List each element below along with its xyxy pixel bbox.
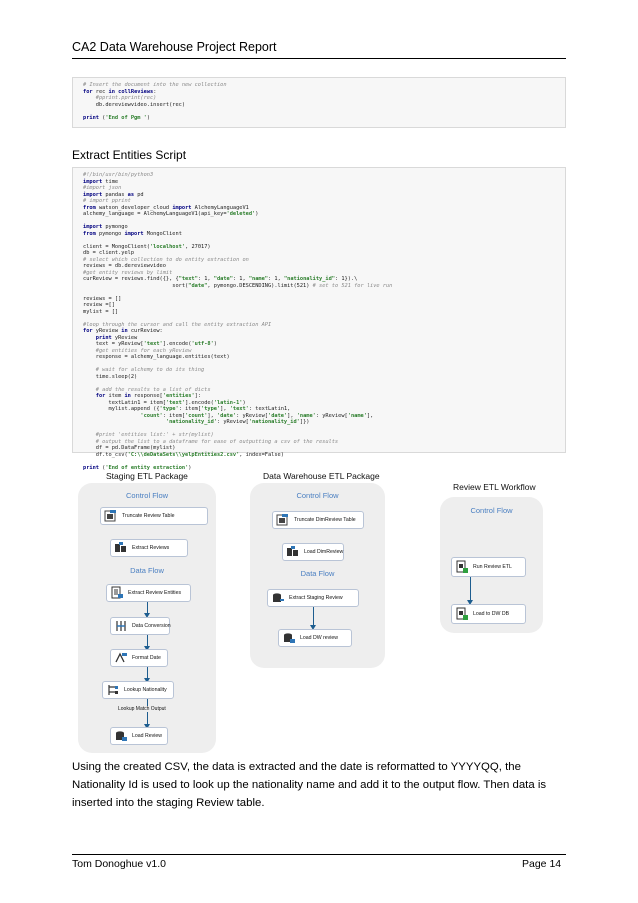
code-token: mylist = []: [83, 308, 119, 315]
code-token: item: [105, 393, 125, 399]
footer-rule: [72, 854, 566, 855]
code-token: : item[: [162, 412, 186, 419]
task-truncate-review-table[interactable]: [100, 507, 208, 525]
code-token: 'date': [268, 412, 288, 419]
staging-data-flow-label: Data Flow: [130, 566, 164, 575]
code-token: mylist.append ({: [83, 406, 160, 412]
code-token: AlchemyLanguageV1: [191, 204, 249, 211]
code-token: 'type': [159, 406, 179, 412]
task-label: Extract Reviews: [132, 545, 170, 551]
code-token: review =[]: [83, 302, 115, 308]
code-token: ): [146, 114, 151, 121]
code-token: 'nationality_id': [165, 419, 217, 425]
code-token: ],: [366, 412, 374, 419]
code-token: response = alchemy_language.entities(text): [83, 354, 230, 360]
code-token: yReview: [92, 328, 122, 334]
code-token: import: [172, 204, 192, 211]
code-token: for: [83, 88, 93, 95]
code-token: 'latin-1': [213, 399, 243, 406]
flat-file-source-icon: [110, 586, 124, 600]
code-token: 'type': [201, 406, 221, 412]
code-token: import: [83, 224, 103, 230]
code-token: # Insert the document into the new collection: [83, 82, 227, 88]
code-token: # set to 521 for live run: [312, 282, 393, 289]
code-token: pd: [134, 191, 144, 198]
code-token: 'utf-8': [191, 341, 214, 347]
code-token: "date": [188, 282, 208, 289]
lookup-icon: [106, 683, 120, 697]
header-rule: [72, 58, 566, 59]
code-token: reviews = []: [83, 295, 122, 302]
code-token: #pprint.pprint(rec): [83, 95, 157, 101]
task-load-dimreview[interactable]: [282, 543, 344, 561]
code-token: 'nationality_id': [248, 419, 300, 425]
code-token: in: [108, 88, 115, 95]
staging-control-flow-label: Control Flow: [125, 491, 169, 500]
code-token: ): [255, 211, 259, 217]
data-flow-task-icon: [286, 545, 300, 559]
task-label: Load DimReview: [304, 549, 344, 555]
code-token: #get entity reviews by limit: [83, 269, 173, 276]
code-token: # select which collection to do entity extraction on: [83, 256, 249, 263]
flow-label: Load Review: [132, 733, 162, 739]
code-token: time.sleep(2): [83, 373, 138, 380]
data-flow-task-icon: [114, 541, 128, 555]
code-token: [83, 419, 166, 425]
code-token: response[: [130, 393, 163, 399]
code-token: #loop through the cursor and call the entity extraction API: [83, 321, 272, 328]
code-token: yReview: [111, 334, 138, 341]
code-block-extract-entities: [72, 167, 566, 471]
code-token: 'text': [229, 406, 249, 412]
flow-label: Extract Staging Review: [289, 595, 343, 601]
code-token: 'deleted': [226, 211, 256, 217]
code-token: pymongo: [102, 224, 128, 230]
code-token: # import pprint: [83, 198, 131, 204]
code-token: as: [127, 191, 135, 198]
code-token: import: [83, 191, 103, 198]
code-token: text = yReview[: [83, 341, 144, 347]
code-token: alchemy_language = AlchemyLanguageV1(api_key=: [83, 211, 227, 217]
code-token: 'count': [185, 412, 208, 419]
code-token: pymongo: [95, 230, 125, 237]
code-token: : textLatin1,: [248, 406, 291, 412]
code-token: 'localhost': [149, 243, 186, 250]
flow-arrow: [313, 607, 314, 626]
flow-format-date[interactable]: [110, 649, 168, 667]
code-token: rec: [92, 88, 109, 95]
code-token: 'count': [140, 412, 163, 419]
code-token: time: [102, 178, 119, 185]
code-token: 'date': [216, 412, 237, 419]
code-token: df = pd.DataFrame(mylist): [83, 445, 176, 451]
flow-arrow: [147, 667, 148, 679]
code-token: sort(: [83, 282, 189, 289]
code-token: print: [83, 334, 112, 341]
code-token: ): [242, 399, 246, 406]
task-label: Run Review ETL: [473, 564, 512, 570]
code-block-insert: [72, 77, 566, 128]
flow-load-dw-review[interactable]: [278, 629, 352, 647]
task-label: Truncate DimReview Table: [294, 517, 356, 523]
code-token: # wait for alchemy to do its thing: [83, 367, 205, 373]
body-paragraph: Using the created CSV, the data is extracted and the date is reformatted to YYYYQQ, the Nationality Id is used to look up the nationality name and add it to the output flow. Then data is inserted into the staging Review table.: [72, 761, 547, 809]
code-token: df.to_csv(: [83, 451, 128, 458]
data-conversion-icon: [114, 619, 128, 633]
ole-db-destination-icon: [282, 631, 296, 645]
code-token: , index=False): [239, 451, 284, 458]
task-extract-reviews[interactable]: [110, 539, 188, 557]
page-header-title: CA2 Data Warehouse Project Report: [72, 40, 277, 54]
code-token: textLatin1 = item[: [83, 399, 166, 406]
flow-arrow: [470, 577, 471, 601]
code-token: for: [83, 393, 106, 399]
staging-etl-title: Staging ETL Package: [106, 471, 188, 481]
code-token: ): [188, 464, 192, 471]
code-token: watson_developer_cloud: [95, 204, 173, 211]
sql-task-icon: [104, 509, 118, 523]
code-token: from: [83, 204, 96, 211]
ole-db-destination-icon: [114, 729, 128, 743]
flow-load-review[interactable]: [110, 727, 168, 745]
code-token: ): [213, 341, 217, 347]
code-token: "date": [213, 276, 233, 282]
code-token: curReview = reviews.find({}, {: [83, 276, 179, 282]
review-control-flow-label: Control Flow: [470, 506, 513, 515]
code-token: 'End of Pgm ': [105, 114, 147, 121]
code-token: : yReview[: [315, 412, 348, 419]
code-token: , 27017): [185, 243, 211, 250]
code-token: ],: [287, 412, 297, 419]
flow-label: Format Date: [132, 655, 161, 661]
code-token: ],: [207, 412, 217, 419]
code-token: : yReview[: [236, 412, 268, 419]
flow-arrow: [147, 635, 148, 647]
code-token: ].encode(: [185, 399, 214, 406]
code-token: db.dereviewvideo.insert(rec): [83, 101, 186, 108]
code-token: "nationality_id": [283, 276, 335, 282]
code-token: , pymongo.DESCENDING).limit(521): [207, 282, 313, 289]
code-token: [83, 413, 140, 419]
code-token: ]:: [194, 393, 202, 399]
code-token: import: [83, 178, 103, 185]
code-token: : yReview[: [216, 419, 249, 425]
flow-data-conversion[interactable]: [110, 617, 170, 635]
code-token: client = MongoClient(: [83, 243, 150, 250]
code-token: ],: [220, 406, 230, 412]
flow-label: Load DW review: [300, 635, 339, 641]
code-token: for: [83, 328, 93, 334]
code-token: 'End of entity extraction': [105, 464, 189, 471]
code-token: #get entities for each yReview: [83, 347, 192, 354]
code-token: curReview:: [127, 328, 163, 334]
code-token: in: [121, 328, 128, 334]
flow-label: Extract Review Entities: [128, 590, 182, 596]
flow-label: Lookup Nationality: [124, 687, 167, 693]
task-run-review-etl[interactable]: [451, 557, 526, 577]
lookup-match-output-label: Lookup Match Output: [118, 706, 166, 712]
execute-package-icon: [455, 560, 469, 574]
code-token: in: [124, 393, 131, 399]
code-token: 'name': [347, 412, 367, 419]
task-label: Truncate Review Table: [122, 513, 175, 519]
code-token: pandas: [102, 191, 128, 198]
flow-arrow: [147, 699, 148, 725]
code-token: db = client.yelp: [83, 250, 135, 256]
section-heading: Extract Entities Script: [72, 148, 187, 162]
code-token: MongoClient: [143, 230, 182, 237]
code-token: # output the list to a dataframe for ease of outputting a csv of the results: [83, 438, 339, 445]
code-token: from: [83, 230, 96, 237]
code-token: # add the results to a list of dicts: [83, 386, 211, 393]
flow-label: Data Conversion: [132, 623, 171, 629]
code-token: : item[: [178, 406, 202, 412]
flow-lookup-nationality[interactable]: [102, 681, 174, 699]
code-token: :: [153, 88, 157, 95]
code-token: : 1,: [268, 276, 284, 282]
code-token: (: [98, 464, 106, 471]
code-token: 'C:\\deDataSets\\yelpEntities2.csv': [127, 451, 240, 458]
ole-db-source-icon: [271, 591, 285, 605]
dw-etl-title: Data Warehouse ETL Package: [263, 471, 380, 481]
code-token: (: [98, 114, 106, 121]
code-line: [83, 115, 559, 122]
derived-column-icon: [114, 651, 128, 665]
code-token: print: [83, 464, 99, 471]
dw-control-flow-label: Control Flow: [296, 491, 339, 500]
code-token: 'text': [165, 399, 186, 406]
code-token: 'entities': [162, 393, 195, 399]
code-token: #!/bin/usr/bin/python3: [83, 172, 154, 178]
dw-data-flow-label: Data Flow: [300, 569, 335, 578]
code-token: ]}): [299, 419, 310, 425]
code-token: #import json: [83, 185, 122, 191]
flow-arrow: [147, 602, 148, 614]
code-token: 'name': [296, 412, 316, 419]
code-token: "text": [178, 276, 198, 282]
footer-author: Tom Donoghue v1.0: [72, 858, 166, 870]
code-token: print: [83, 114, 99, 121]
task-truncate-dimreview-table[interactable]: [272, 511, 364, 529]
code-token: reviews = db.dereviewvideo: [83, 263, 166, 269]
review-etl-title: Review ETL Workflow: [453, 482, 536, 492]
code-token: ].encode(: [162, 341, 192, 347]
code-token: collReviews: [118, 88, 154, 95]
code-token: import: [124, 230, 144, 237]
execute-package-icon: [455, 607, 469, 621]
code-token: #print 'entities list:' + str(mylist): [83, 432, 214, 438]
flow-extract-staging-review[interactable]: [267, 589, 359, 607]
code-token: : 1,: [197, 276, 214, 282]
code-token: 'text': [143, 341, 163, 347]
code-token: "name": [248, 276, 268, 282]
sql-task-icon: [276, 513, 290, 527]
flow-extract-review-entities[interactable]: [106, 584, 191, 602]
task-label: Load to DW DB: [473, 611, 510, 617]
code-token: : 1}).\: [334, 276, 358, 282]
footer-page-number: Page 14: [522, 858, 562, 870]
task-load-to-dw-db[interactable]: [451, 604, 526, 624]
code-token: : 1,: [232, 276, 249, 282]
